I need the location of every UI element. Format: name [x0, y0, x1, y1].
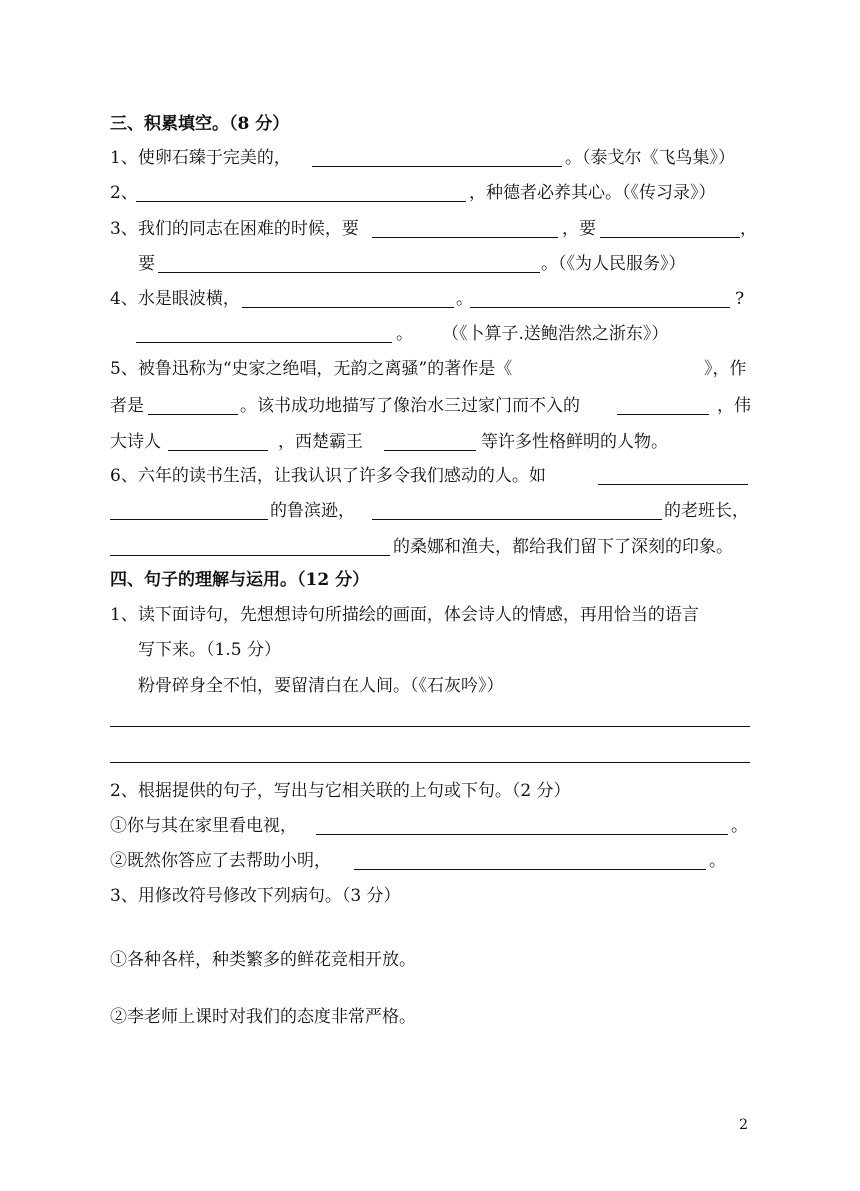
section4-heading: 四、句子的理解与运用。（12 分）	[110, 570, 370, 590]
q4-end: ?	[735, 289, 745, 309]
s4-q2-b-prompt: ②既然你答应了去帮助小明，	[110, 851, 331, 871]
q1-blank[interactable]	[312, 166, 562, 167]
s4-q2-b-end: 。	[709, 851, 726, 871]
q5-king-blank[interactable]	[384, 450, 476, 451]
s4-q2-a-end: 。	[731, 816, 748, 836]
s4-q1-answer-line1[interactable]	[110, 726, 750, 727]
s4-q2-a-prompt: ①你与其在家里看电视，	[110, 816, 297, 836]
section3-heading: 三、积累填空。（8 分）	[110, 114, 290, 134]
q1-source: 。（泰戈尔《飞鸟集》）	[565, 148, 735, 168]
s4-q3-a: ①各种各样，种类繁多的鲜花竞相开放。	[110, 950, 416, 970]
q5-author-blank[interactable]	[148, 414, 238, 415]
q4-source: （《卜算子.送鲍浩然之浙东》）	[442, 324, 669, 344]
q6-l2-a: 的鲁滨逊，	[270, 501, 355, 521]
s4-q1-answer-line2[interactable]	[110, 762, 750, 763]
q2-number: 2、	[110, 183, 138, 203]
q4-line2-end: 。	[396, 324, 413, 344]
q1-prompt: 1、使卵石臻于完美的，	[110, 148, 291, 168]
q5-l2-pre: 者是	[110, 396, 144, 416]
q4-blank2[interactable]	[470, 307, 730, 308]
s4-q1-points: 写下来。（1.5 分）	[138, 640, 281, 660]
q2-text: ，种德者必养其心。（《传习录》）	[469, 183, 716, 203]
q6-prompt: 6、六年的读书生活，让我认识了许多令我们感动的人。如	[110, 466, 546, 486]
s4-q2-b-blank[interactable]	[354, 869, 706, 870]
q4-blank3[interactable]	[136, 342, 392, 343]
page-number: 2	[739, 1117, 748, 1133]
q6-blank3[interactable]	[110, 555, 390, 556]
q3-blank2[interactable]	[600, 237, 740, 238]
q3-blank1[interactable]	[372, 237, 558, 238]
q3-blank3[interactable]	[158, 272, 540, 273]
s4-q3-heading: 3、用修改符号修改下列病句。（3 分）	[110, 886, 401, 906]
s4-q1-poem: 粉骨碎身全不怕，要留清白在人间。（《石灰吟》）	[138, 676, 504, 696]
q3-source: 。（《为人民服务》）	[541, 254, 686, 274]
s4-q3-b: ②李老师上课时对我们的态度非常严格。	[110, 1007, 416, 1027]
q2-blank[interactable]	[136, 201, 466, 202]
q3-end: ，	[740, 219, 757, 239]
q5-l3-end: 等许多性格鲜明的人物。	[481, 432, 668, 452]
q5-l2-end: ，伟	[717, 396, 751, 416]
q5-l3-pre: 大诗人	[110, 432, 161, 452]
q5-prompt: 5、被鲁迅称为“史家之绝唱，无韵之离骚”的著作是《	[110, 359, 513, 379]
q6-blank1-cont[interactable]	[110, 519, 268, 520]
q6-blank2[interactable]	[372, 519, 662, 520]
q3-mid: ，要	[562, 219, 596, 239]
q4-blank1[interactable]	[242, 307, 454, 308]
s4-q2-heading: 2、根据提供的句子，写出与它相关联的上句或下句。（2 分）	[110, 781, 571, 801]
q3-prompt: 3、我们的同志在困难的时候，要	[110, 219, 359, 239]
q6-blank1[interactable]	[598, 484, 748, 485]
q5-poet-blank[interactable]	[168, 450, 268, 451]
q4-prompt: 4、水是眼波横，	[110, 289, 240, 309]
q6-l2-b: 的老班长，	[664, 501, 749, 521]
q5-person-blank[interactable]	[617, 414, 709, 415]
q3-line2-pre: 要	[138, 254, 155, 274]
q6-l3: 的桑娜和渔夫，都给我们留下了深刻的印象。	[393, 537, 733, 557]
s4-q2-a-blank[interactable]	[316, 834, 728, 835]
q5-book-close: 》，作	[704, 359, 747, 379]
q5-l2-mid: 。该书成功地描写了像治水三过家门而不入的	[240, 396, 580, 416]
q5-l3-mid: ，西楚霸王	[278, 432, 363, 452]
q4-mid: 。	[456, 289, 473, 309]
s4-q1-text: 1、读下面诗句，先想想诗句所描绘的画面，体会诗人的情感，再用恰当的语言	[110, 605, 699, 625]
